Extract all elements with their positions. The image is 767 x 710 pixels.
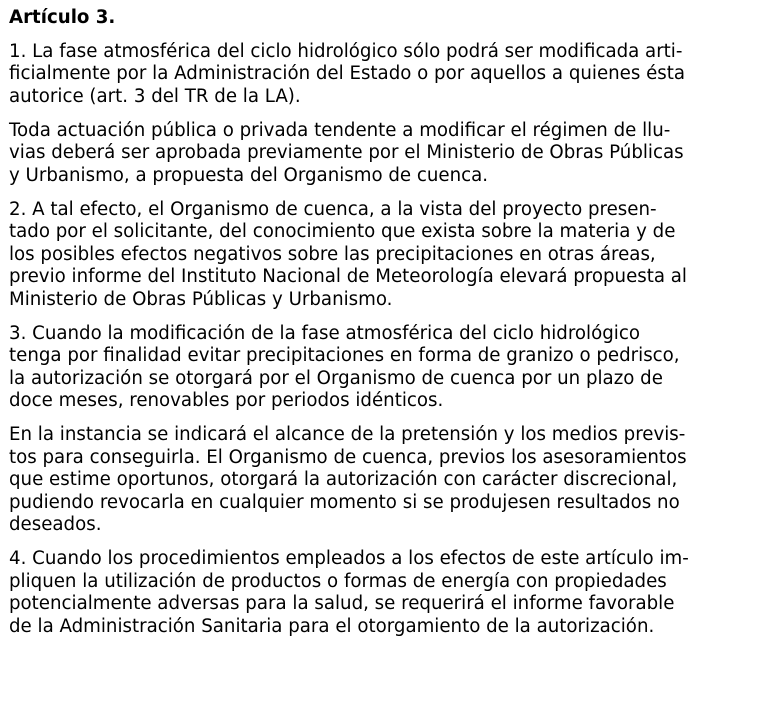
paragraph-6 — [9, 548, 761, 638]
paragraph-line: pliquen la utilización de productos o formas de energía con propiedades — [9, 570, 667, 592]
paragraph-line: previo informe del Instituto Nacional de Meteorología elevará propuesta al — [9, 266, 687, 287]
paragraph-line: los posibles efectos negativos sobre las precipitaciones en otras áreas, — [9, 243, 656, 265]
paragraph-line: 3. Cuando la modificación de la fase atmosférica del ciclo hidrológico — [9, 322, 640, 344]
paragraph-line: Ministerio de Obras Públicas y Urbanismo. — [9, 288, 393, 310]
paragraph-line: autorice (art. 3 del TR de la LA). — [9, 85, 301, 107]
paragraph-line: potencialmente adversas para la salud, se requerirá el informe favorable — [9, 593, 675, 614]
paragraph-1 — [9, 41, 761, 109]
paragraph-line: En la instancia se indicará el alcance de la pretensión y los medios previs- — [9, 424, 686, 445]
article-document — [9, 7, 761, 650]
paragraph-line: pudiendo revocarla en cualquier momento si se produjesen resultados no — [9, 491, 680, 513]
paragraph-line: la autorización se otorgará por el Organismo de cuenca por un plazo de — [9, 367, 663, 389]
paragraph-5 — [9, 424, 761, 537]
article-heading: Artículo 3. — [9, 7, 116, 28]
paragraph-line: tos para conseguirla. El Organismo de cuenca, previos los asesoramientos — [9, 446, 687, 468]
paragraph-line: deseados. — [9, 514, 102, 535]
paragraph-line: y Urbanismo, a propuesta del Organismo de cuenca. — [9, 164, 489, 186]
paragraph-line: tado por el solicitante, del conocimiento que exista sobre la materia y de — [9, 221, 676, 242]
paragraph-3 — [9, 199, 761, 312]
paragraph-line: 1. La fase atmosférica del ciclo hidrológico sólo podrá ser modificada arti- — [9, 40, 683, 62]
paragraph-line: tenga por finalidad evitar precipitaciones en forma de granizo o pedrisco, — [9, 345, 680, 366]
paragraph-line: vias deberá ser aprobada previamente por el Ministerio de Obras Públicas — [9, 142, 684, 163]
paragraph-line: Toda actuación pública o privada tendente a modificar el régimen de llu- — [9, 119, 671, 141]
paragraph-line: 4. Cuando los procedimientos empleados a los efectos de este artículo im- — [9, 548, 689, 569]
paragraph-line: 2. A tal efecto, el Organismo de cuenca, a la vista del proyecto presen- — [9, 198, 657, 220]
paragraph-line: ficialmente por la Administración del Estado o por aquellos a quienes ésta — [9, 63, 686, 84]
paragraph-2 — [9, 120, 761, 188]
paragraph-line: que estime oportunos, otorgará la autorización con carácter discrecional, — [9, 469, 678, 490]
paragraph-4 — [9, 323, 761, 413]
paragraph-line: de la Administración Sanitaria para el otorgamiento de la autorización. — [9, 615, 655, 637]
paragraph-line: doce meses, renovables por periodos idénticos. — [9, 390, 444, 411]
